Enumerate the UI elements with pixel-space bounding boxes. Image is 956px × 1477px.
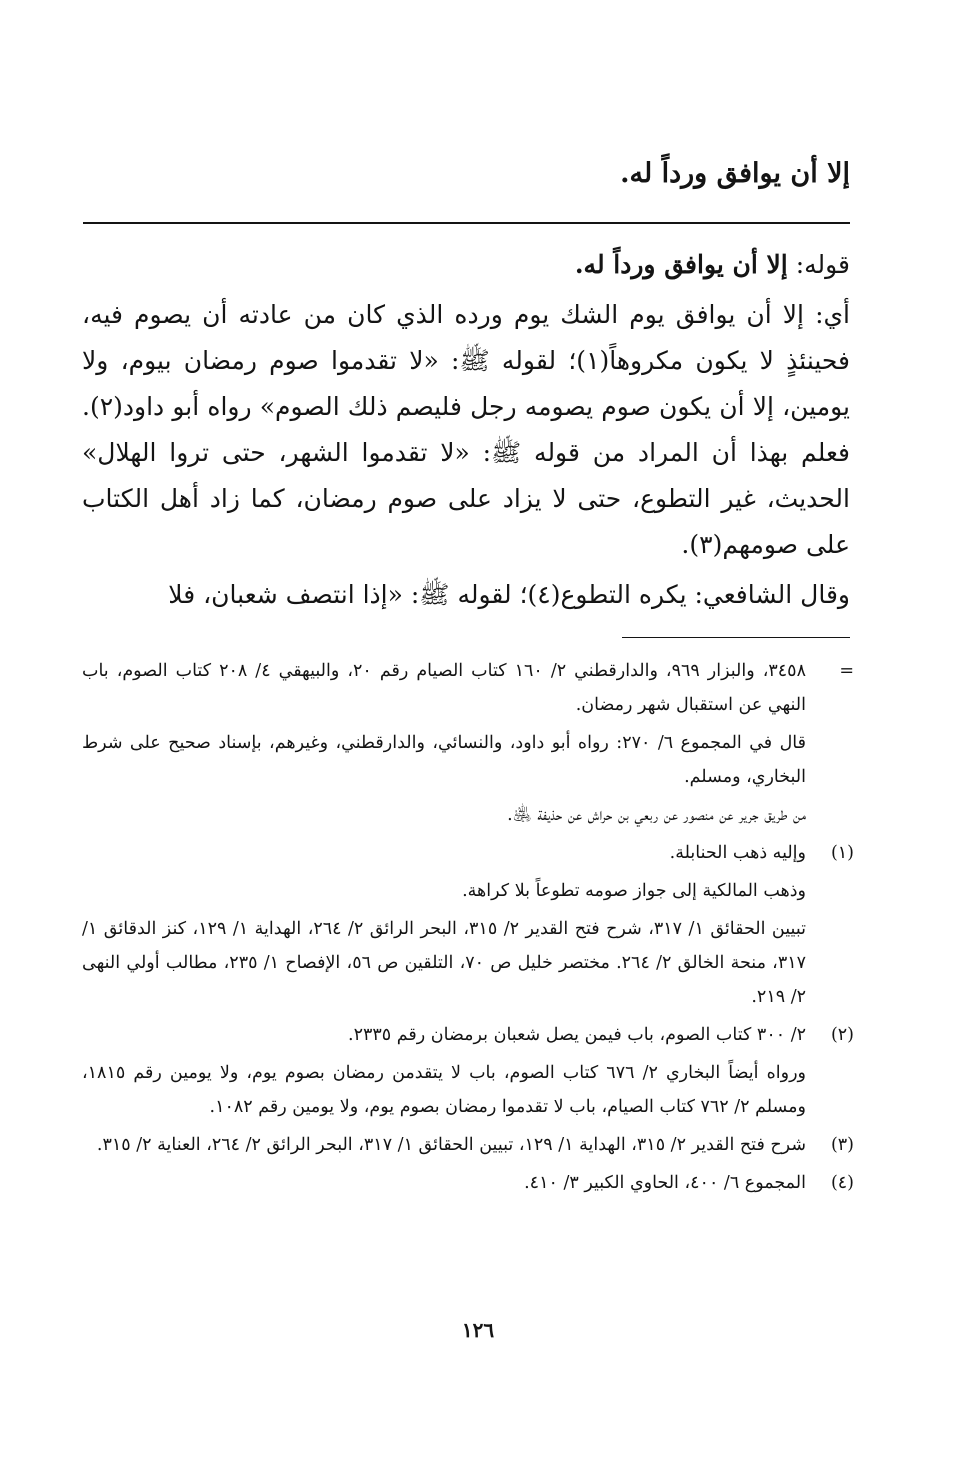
footnote-line: وذهب المالكية إلى جواز صومه تطوعاً بلا كراهة. (462, 881, 806, 901)
footnote-number: (١) (830, 843, 854, 863)
footnote-4 (82, 1166, 856, 1200)
lead-quote: إلا أن يوافق ورداً له. (574, 250, 788, 279)
footnote-line: وإليه ذهب الحنابلة. (669, 843, 806, 863)
footnote-line: ٢/ ٣٠٠ كتاب الصوم، باب فيمن يصل شعبان برمضان رقم ٢٣٣٥. (348, 1025, 806, 1045)
footnote-number: (٤) (830, 1173, 854, 1193)
footnote-line: شرح فتح القدير ٢/ ٣١٥، الهداية ١/ ١٢٩، تبيين الحقائق ١/ ٣١٧، البحر الرائق ٢/ ٢٦٤، العناية ٢/ ٣١٥. (96, 1135, 806, 1155)
footnote-number: (٢) (830, 1025, 854, 1045)
footnote-line: ورواه أيضاً البخاري ٢/ ٦٧٦ كتاب الصوم، باب لا يتقدمن رمضان بصوم يوم، ولا يومين رقم ١٨١٥، ومسلم ٢/ ٧٦٢ كتاب الصيام، باب لا تقدموا رمضان بصوم يوم، ولا يومين رقم ١٠٨٢. (82, 1063, 806, 1117)
paragraph-1: أي: إلا أن يوافق يوم الشك يوم ورده الذي كان من عادته أن يصوم فيه، فحينئذٍ لا يكون مكروهاً(١)؛ لقوله ﷺ: «لا تقدموا صوم رمضان بيوم، ولا يومين، إلا أن يكون صوم يصومه رجل فليصم ذلك الصوم» رواه أبو داود(٢). فعلم بهذا أن المراد من قوله ﷺ: «لا تقدموا الشهر، حتى تروا الهلال» الحديث، غير التطوع، حتى لا يزاد على صوم رمضان، كما زاد أهل الكتاب على صومهم(٣). (82, 300, 850, 559)
footnote-2 (82, 1018, 856, 1124)
footnote-number: (٣) (830, 1135, 854, 1155)
footnote-line: من طريق جرير عن منصور عن ربعي بن حراش عن حذيفة ﵁. (507, 805, 806, 825)
page-number: ١٢٦ (461, 1318, 495, 1342)
footnote-line: قال في المجموع ٦/ ٢٧٠: رواه أبو داود، والنسائي، والدارقطني، وغيرهم، بإسناد صحيح على شرط البخاري، ومسلم. (82, 733, 806, 787)
lead-label: قوله: (795, 250, 850, 279)
footnote-line: تبيين الحقائق ١/ ٣١٧، شرح فتح القدير ٢/ ٣١٥، البحر الرائق ٢/ ٢٦٤، الهداية ١/ ١٢٩، كنز الدقائق ١/ ٣١٧، منحة الخالق ٢/ ٢٦٤. مختصر خليل ص ٧٠، التلقين ص ٥٦، الإفصاح ١/ ٢٣٥، مطالب أولي النهى ٢/ ٢١٩. (82, 919, 807, 1007)
footnote-divider (622, 637, 850, 638)
footnote-3 (82, 1128, 856, 1162)
section-heading: إلا أن يوافق ورداً له. (620, 158, 850, 189)
footnote-line: المجموع ٦/ ٤٠٠، الحاوي الكبير ٣/ ٤١٠. (524, 1173, 806, 1193)
footnotes (82, 654, 856, 1200)
footnote-continued (82, 654, 856, 832)
main-text (82, 242, 850, 618)
commentary-lead (82, 242, 850, 288)
header-divider (83, 222, 850, 224)
paragraph-2: وقال الشافعي: يكره التطوع(٤)؛ لقوله ﷺ: «إذا انتصف شعبان، فلا (168, 580, 850, 609)
footnote-marker: = (839, 661, 854, 681)
footnote-1 (82, 836, 856, 1014)
footnote-line: ٣٤٥٨، والبزار ٩٦٩، والدارقطني ٢/ ١٦٠ كتاب الصيام رقم ٢٠، والبيهقي ٤/ ٢٠٨ كتاب الصوم، باب النهي عن استقبال شهر رمضان. (82, 661, 806, 715)
